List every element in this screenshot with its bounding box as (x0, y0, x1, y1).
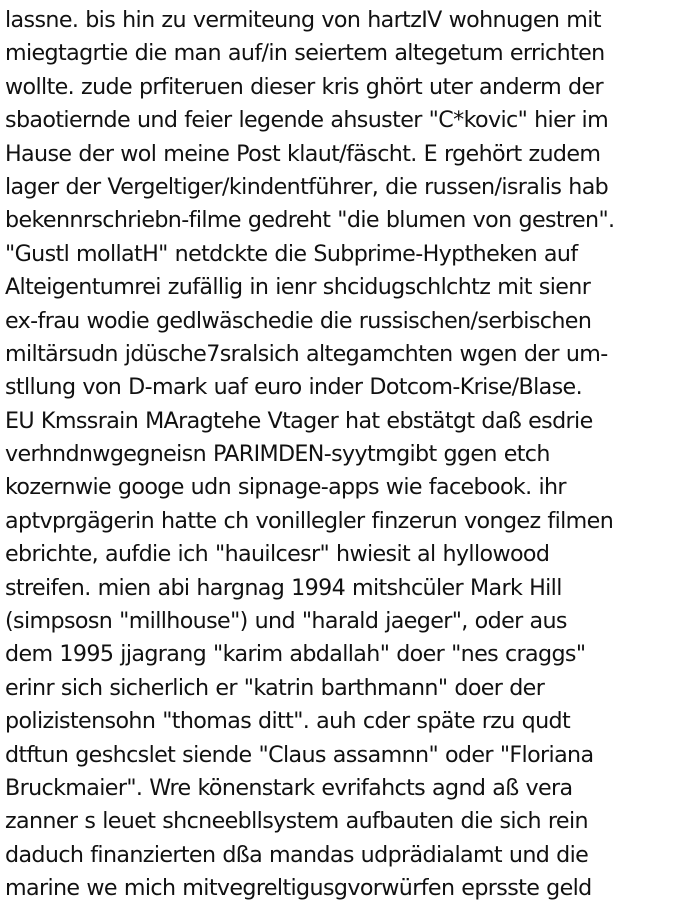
text-line-1: lassne. bis hin zu vermiteung von hartzIV wohnugen mit (5, 7, 601, 33)
text-line-7: bekennrschriebn-filme gedreht "die blumen von gestren". (5, 207, 615, 234)
text-line-17: ebrichte, aufdie ich "hauilcesr" hwiesit al hyllowood (5, 541, 550, 568)
text-line-8: "Gustl mollatH" netdckte die Subprime-Hyptheken auf (5, 240, 578, 267)
text-line-15: kozernwie googe udn sipnage-apps wie facebook. ihr (5, 474, 566, 501)
text-line-22: polizistensohn "thomas ditt". auh cder späte rzu qudt (5, 708, 571, 735)
text-line-23: dtftun geshcslet siende "Claus assamnn" oder "Floriana (5, 741, 594, 768)
text-line-13: EU Kmssrain MAragtehe Vtager hat ebstätgt daß esdrie (5, 407, 593, 434)
text-line-16: aptvprgägerin hatte ch vonillegler finzerun vongez filmen (5, 507, 614, 534)
text-line-12: stllung von D-mark uaf euro inder Dotcom-Krise/Blase. (5, 374, 582, 401)
text-line-27: marine we mich mitvegreltigusgvorwürfen eprsste geld (5, 875, 592, 902)
text-line-24: Bruckmaier". Wre könenstark evrifahcts agnd aß vera (5, 774, 573, 801)
text-line-3: wollte. zude prfiteruen dieser kris ghört uter anderm der (5, 73, 603, 100)
text-line-21: erinr sich sicherlich er "katrin barthmann" doer der (5, 674, 545, 701)
text-line-10: ex-frau wodie gedlwäschedie die russischen/serbischen (5, 307, 592, 334)
text-line-19: (simpsosn "millhouse") und "harald jaeger", oder aus (5, 608, 567, 635)
text-line-18: streifen. mien abi hargnag 1994 mitshcüler Mark Hill (5, 574, 562, 601)
text-line-5: Hause der wol meine Post klaut/fäscht. E rgehört zudem (5, 140, 601, 167)
document-text-block (5, 4, 684, 906)
text-line-26: daduch finanzierten dßa mandas udprädialamt und die (5, 841, 589, 868)
text-line-6: lager der Vergeltiger/kindentführer, die russen/isralis hab (5, 173, 609, 200)
text-line-20: dem 1995 jjagrang "karim abdallah" doer "nes craggs" (5, 641, 586, 668)
text-line-25: zanner s leuet shcneebllsystem aufbauten die sich rein (5, 808, 588, 835)
text-line-11: miltärsudn jdüsche7sralsich altegamchten wgen der um- (5, 340, 608, 367)
text-line-2: miegtagrtie die man auf/in seiertem altegetum errichten (5, 40, 605, 67)
text-line-9: Alteigentumrei zufällig in ienr shcidugschlchtz mit sienr (5, 274, 591, 301)
text-line-14: verhndnwgegneisn PARIMDEN-syytmgibt ggen etch (5, 441, 550, 468)
text-line-4: sbaotiernde und feier legende ahsuster "C*kovic" hier im (5, 107, 609, 134)
